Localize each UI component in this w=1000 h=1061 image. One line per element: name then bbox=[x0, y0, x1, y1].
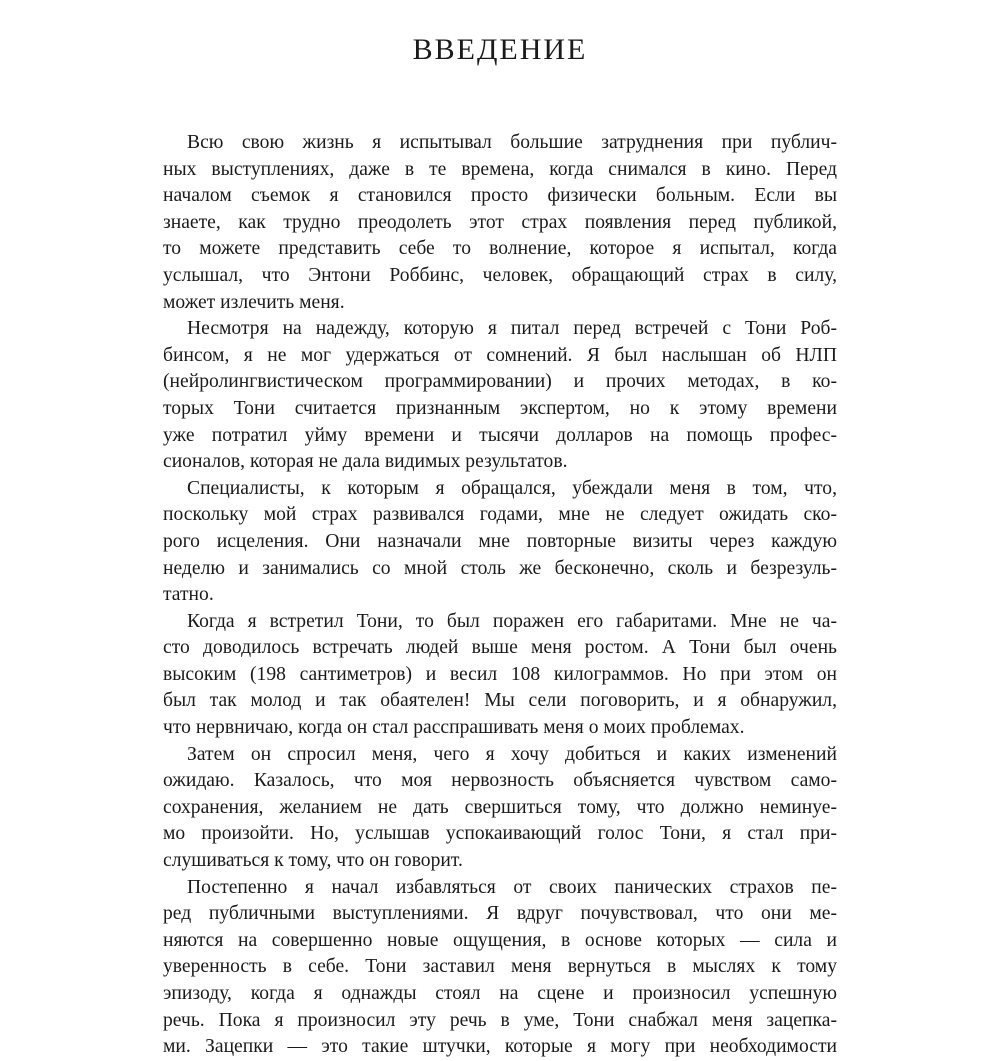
paragraph bbox=[163, 130, 837, 316]
text-line: услышал, что Энтони Роббинс, человек, обращающий страх в силу, bbox=[163, 264, 837, 286]
body-text bbox=[163, 130, 837, 1061]
text-line: ожидаю. Казалось, что моя нервозность объясняется чувством само- bbox=[163, 770, 837, 792]
document-page bbox=[163, 30, 837, 1061]
text-line: Всю свою жизнь я испытывал большие затруднения при публич- bbox=[187, 132, 837, 153]
text-line: мо произойти. Но, услышав успокаивающий голос Тони, я стал при- bbox=[163, 823, 837, 845]
text-line: ных выступлениях, даже в те времена, когда снимался в кино. Перед bbox=[163, 158, 837, 180]
text-line: рого исцеления. Они назначали мне повторные визиты через каждую bbox=[163, 530, 837, 552]
text-line: (нейролингвистическом программировании) и прочих методах, в ко- bbox=[163, 371, 837, 393]
text-line: ред публичными выступлениями. Я вдруг почувствовал, что они ме- bbox=[163, 903, 837, 925]
text-line: няются на совершенно новые ощущения, в основе которых — сила и bbox=[163, 929, 837, 951]
text-line: татно. bbox=[163, 584, 214, 606]
text-line: уже потратил уйму времени и тысячи долларов на помощь профес- bbox=[163, 424, 837, 446]
paragraph bbox=[163, 609, 837, 742]
paragraph bbox=[163, 476, 837, 609]
text-line: торых Тони считается признанным экспертом, но к этому времени bbox=[163, 397, 837, 419]
text-line: Специалисты, к которым я обращался, убеждали меня в том, что, bbox=[187, 477, 837, 499]
text-line: что нервничаю, когда он стал расспрашивать меня о моих проблемах. bbox=[163, 717, 745, 739]
text-line: Постепенно я начал избавляться от своих панических страхов пе- bbox=[187, 876, 837, 898]
paragraph bbox=[163, 742, 837, 875]
text-line: может излечить меня. bbox=[163, 291, 345, 313]
text-line: поскольку мой страх развивался годами, мне не следует ожидать ско- bbox=[163, 504, 837, 526]
text-line: сто доводилось встречать людей выше меня ростом. А Тони был очень bbox=[163, 637, 837, 659]
text-line: началом съемок я становился просто физически больным. Если вы bbox=[163, 185, 837, 207]
text-line: Несмотря на надежду, которую я питал перед встречей с Тони Роб- bbox=[187, 318, 837, 340]
text-line: то можете представить себе то волнение, которое я испытал, когда bbox=[163, 238, 837, 260]
text-line: ми. Зацепки — это такие штучки, которые я могу при необходимости bbox=[163, 1036, 837, 1058]
text-line: Когда я встретил Тони, то был поражен его габаритами. Мне не ча- bbox=[187, 610, 837, 632]
text-line: речь. Пока я произносил эту речь в уме, Тони снабжал меня зацепка- bbox=[163, 1009, 837, 1031]
text-line: Затем он спросил меня, чего я хочу добиться и каких изменений bbox=[187, 743, 837, 765]
text-line: неделю и занимались со мной столь же бесконечно, сколь и безрезуль- bbox=[163, 557, 837, 579]
text-line: бинсом, я не мог удержаться от сомнений. Я был наслышан об НЛП bbox=[163, 344, 837, 366]
paragraph bbox=[163, 316, 837, 476]
text-line: уверенность в себе. Тони заставил меня вернуться в мыслях к тому bbox=[163, 956, 837, 978]
text-line: знаете, как трудно преодолеть этот страх появления перед публикой, bbox=[163, 211, 837, 233]
text-line: сохранения, желанием не дать свершиться тому, что должно неминуе- bbox=[163, 796, 837, 818]
text-line: высоким (198 сантиметров) и весил 108 килограммов. Но при этом он bbox=[163, 663, 837, 685]
text-line: был так молод и так обаятелен! Мы сели поговорить, и я обнаружил, bbox=[163, 690, 837, 712]
text-line: сионалов, которая не дала видимых результатов. bbox=[163, 451, 568, 473]
text-line: эпизоду, когда я однажды стоял на сцене и произносил успешную bbox=[163, 983, 837, 1004]
text-line: слушиваться к тому, что он говорит. bbox=[163, 850, 463, 872]
chapter-heading: ВВЕДЕНИЕ bbox=[412, 33, 588, 66]
paragraph bbox=[163, 875, 837, 1061]
